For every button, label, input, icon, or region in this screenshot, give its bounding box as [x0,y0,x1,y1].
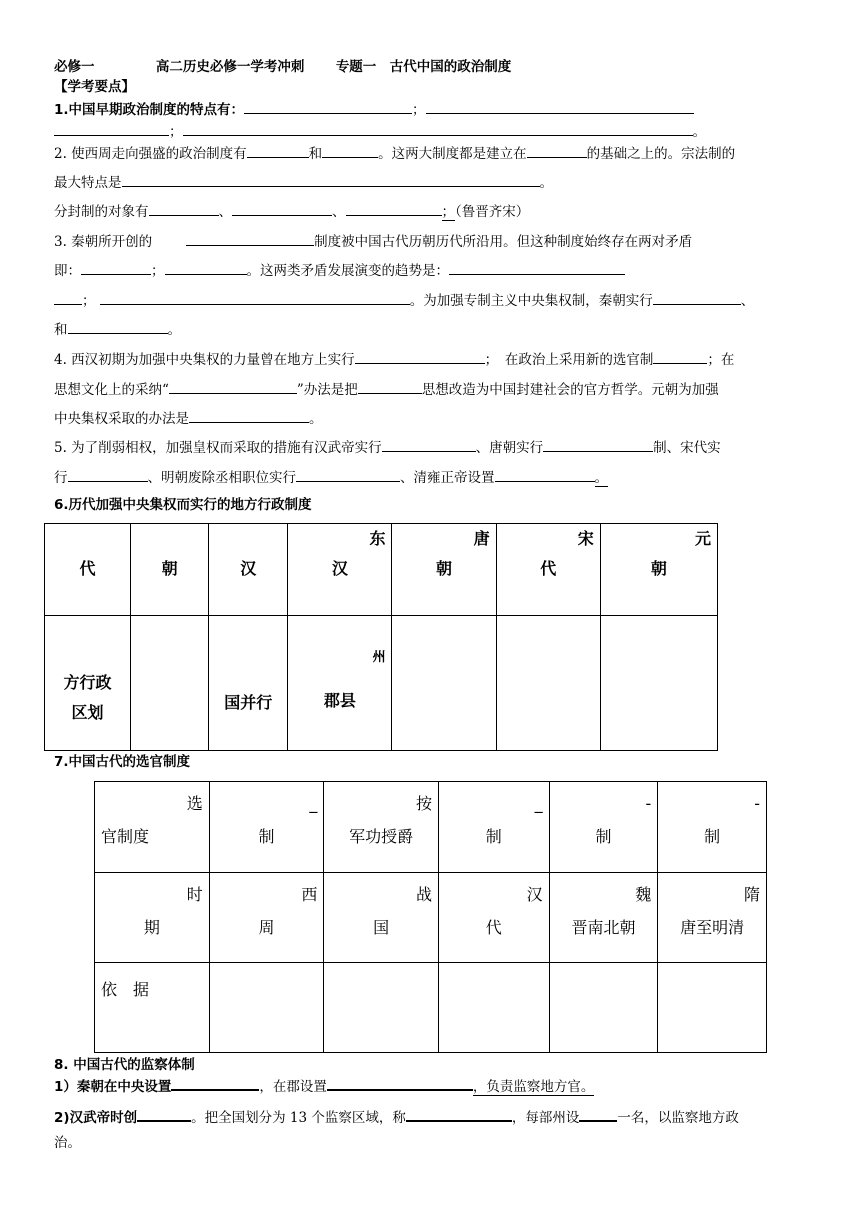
table-cell: 东 汉 [288,524,392,616]
q8-blank-5[interactable] [579,1106,617,1122]
q5-blank-5[interactable] [495,467,595,482]
q3-line3: ； 。为加强专制主义中央集权制，秦朝实行 、 [54,290,754,310]
table-cell: 汉 代 [438,873,549,963]
q8-blank-3[interactable] [137,1106,191,1122]
q5-blank-2[interactable] [543,437,653,452]
table-row [45,524,718,616]
course-label: 必修一 [54,59,95,75]
q5-blank-3[interactable] [68,467,148,482]
q3-blank-4[interactable] [449,260,625,275]
section-label: 【学考要点】 [54,79,135,95]
q4-blank-1[interactable] [355,349,485,364]
q2-line3: 分封制的对象有 、 、 ；（鲁晋齐宋） [54,201,529,221]
q8-heading: 8. 中国古代的监察体制 [54,1057,195,1073]
answer-cell[interactable] [324,963,439,1053]
answer-cell[interactable] [600,616,717,751]
table-cell: _ 制 [209,782,324,873]
q3-line4: 和 。 [54,319,181,339]
q3-line1: 3. 秦朝所开创的 制度被中国古代历朝历代所沿用。但这种制度始终存在两对矛盾 [54,231,692,251]
q5-blank-4[interactable] [296,467,400,482]
q5-line1: 5. 为了削弱相权，加强皇权而采取的措施有汉武帝实行 、唐朝实行 制、宋代实 [54,437,721,457]
q8-blank-2[interactable] [327,1075,473,1091]
q1-blank-4[interactable] [183,121,693,136]
q3-blank-2[interactable] [81,260,151,275]
q3-line2: 即： ； 。这两类矛盾发展演变的趋势是： [54,260,625,280]
table-cell: - 制 [549,782,658,873]
q2-blank-1[interactable] [247,143,309,158]
q2-blank-3[interactable] [527,143,587,158]
q4-blank-3[interactable] [169,379,297,394]
table-cell: 代 [45,524,131,616]
table-cell: 朝 [131,524,209,616]
q2-blank-7[interactable] [346,201,442,216]
table-cell: - 制 [658,782,767,873]
q8-line2: 2)汉武帝时创 。把全国划分为 13 个监察区域，称 ，每部州设 一名，以监察地方政 [54,1106,739,1127]
q4-line1: 4. 西汉初期为加强中央集权的力量曾在地方上实行 ； 在政治上采用新的选官制 ；在 [54,349,734,369]
answer-cell[interactable] [209,963,324,1053]
answer-cell[interactable] [392,616,496,751]
answer-cell[interactable] [496,616,600,751]
q3-blank-1[interactable] [186,231,314,246]
table-cell: 战 国 [324,873,439,963]
q1-line1: 1.中国早期政治制度的特点有： ； [54,99,694,119]
q8-line3: 治。 [54,1135,81,1151]
topic-title: 专题一 古代中国的政治制度 [335,59,512,75]
table-cell: 魏 晋南北朝 [549,873,658,963]
q2-line2: 最大特点是 。 [54,172,553,192]
table-row [95,873,767,963]
answer-cell[interactable] [549,963,658,1053]
table-row [95,963,767,1053]
q1-blank-2[interactable] [426,99,694,114]
table-cell: 依 据 [95,963,210,1053]
q2-blank-6[interactable] [232,201,332,216]
table-cell: 方行政 区划 [45,616,131,751]
table-row [45,616,718,751]
q4-blank-2[interactable] [653,349,707,364]
q3-blank-7[interactable] [653,290,741,305]
official-selection-table [94,781,767,1053]
q4-blank-4[interactable] [358,379,422,394]
table-cell: 按 军功授爵 [324,782,439,873]
q5-line2: 行 、明朝废除丞相职位实行 、清雍正帝设置 。 [54,467,608,487]
page-header [54,58,511,76]
q7-heading: 7.中国古代的选官制度 [54,754,191,770]
q2-line1: 2. 使西周走向强盛的政治制度有 和 。这两大制度都是建立在 的基础之上的。宗法制的 [54,143,735,163]
q2-blank-5[interactable] [149,201,219,216]
q6-heading: 6.历代加强中央集权而实行的地方行政制度 [54,497,312,513]
table-cell: 唐 朝 [392,524,496,616]
local-admin-table [44,523,718,751]
q4-blank-5[interactable] [189,408,309,423]
table-row [95,782,767,873]
q1-blank-3[interactable] [54,121,169,136]
q2-blank-2[interactable] [322,143,378,158]
table-cell: 时 期 [95,873,210,963]
q3-blank-8[interactable] [68,319,168,334]
table-cell: _ 制 [438,782,549,873]
q4-line2: 思想文化上的采纳“ ”办法是把 思想改造为中国封建社会的官方哲学。元朝为加强 [54,379,719,399]
table-cell: 国并行 [209,616,288,751]
table-cell: 元 朝 [600,524,717,616]
q3-blank-3[interactable] [165,260,247,275]
answer-cell[interactable] [131,616,209,751]
q8-blank-1[interactable] [171,1075,259,1091]
q1-line2: ； 。 [54,121,706,141]
q3-blank-6[interactable] [100,290,410,305]
q2-blank-4[interactable] [122,172,540,187]
q3-blank-5[interactable] [54,290,82,305]
table-cell: 隋 唐至明清 [658,873,767,963]
q8-line1: 1）秦朝在中央设置 ，在郡设置 ，负责监察地方官。 [54,1075,594,1096]
table-cell: 州 郡县 [288,616,392,751]
q4-line3: 中央集权采取的办法是 。 [54,408,323,428]
q5-blank-1[interactable] [382,437,476,452]
table-cell: 汉 [209,524,288,616]
q1-blank-1[interactable] [244,99,412,114]
table-cell: 西 周 [209,873,324,963]
table-cell: 宋 代 [496,524,600,616]
table-cell: 选 官制度 [95,782,210,873]
answer-cell[interactable] [438,963,549,1053]
page-title: 高二历史必修一学考冲刺 [155,59,305,75]
answer-cell[interactable] [658,963,767,1053]
q8-blank-4[interactable] [406,1106,512,1122]
